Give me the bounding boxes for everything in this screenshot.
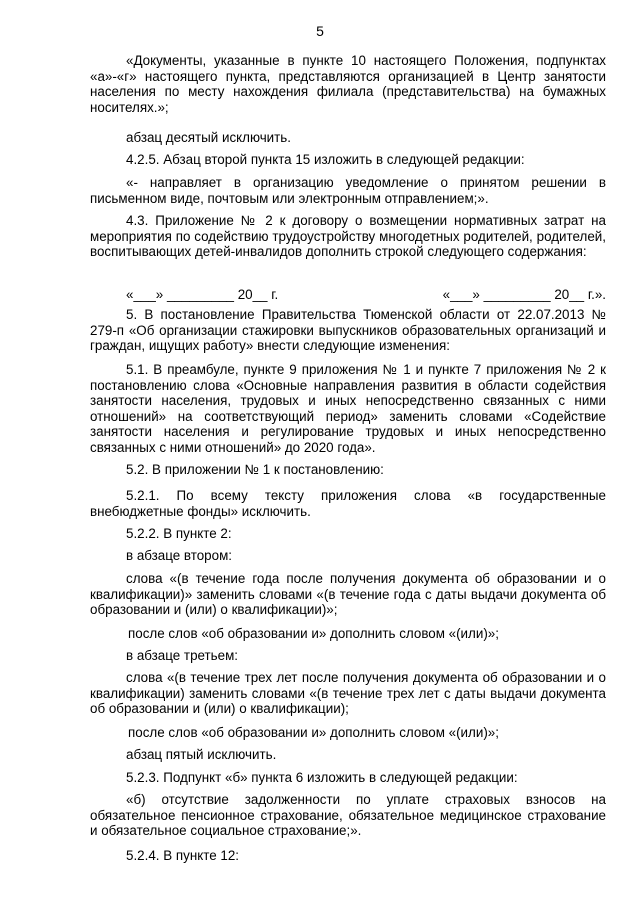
paragraph-quote-documents: «Документы, указанные в пункте 10 настоящего Положения, подпунктах «а»-«г» настоящего пункта, представляются организацией в Центр занятости населения по месту нахождения филиала (представительства) на бумажных носителях.»; xyxy=(90,53,606,115)
paragraph-notification: «- направляет в организацию уведомление о принятом решении в письменном виде, почтовым или электронным отправлением;». xyxy=(90,175,606,206)
paragraph-4-2-5: 4.2.5. Абзац второй пункта 15 изложить в следующей редакции: xyxy=(126,152,525,167)
paragraph-exclude-tenth: абзац десятый исключить. xyxy=(126,130,291,145)
paragraph-5-2-4: 5.2.4. В пункте 12: xyxy=(126,848,239,863)
paragraph-5-2-1: 5.2.1. По всему тексту приложения слова «в государственные внебюджетные фонды» исключить. xyxy=(90,488,606,519)
paragraph-5-1: 5.1. В преамбуле, пункте 9 приложения № 1 и пункте 7 приложения № 2 к постановлению слова «Основные направления развития в области содействия занятости населения, трудовых и иных непосредственно связанных с ними отношений» на соответствующий период» заменить словами «Содействие занятости населения и регулирование трудовых и иных непосредственно связанных с ними отношений» до 2020 года». xyxy=(90,362,606,455)
paragraph-third-abzac: в абзаце третьем: xyxy=(126,648,238,663)
paragraph-words-three-years: слова «(в течение трех лет после получения документа об образовании и о квалификации) заменить словами «(в течение трех лет с даты выдачи документа об образовании и (или) о квалификации); xyxy=(90,670,606,717)
page-number: 5 xyxy=(316,23,324,39)
paragraph-words-year: слова «(в течение года после получения документа об образовании и о квалификации)» заменить словами «(в течение года с даты выдачи документа об образовании и (или) о квалификации)»; xyxy=(90,571,606,618)
date-line-left: «___» _________ 20__ г. xyxy=(126,287,279,302)
paragraph-5: 5. В постановление Правительства Тюменской области от 22.07.2013 № 279-п «Об организации стажировки выпускников образовательных организаций и граждан, ищущих работу» внести следующие изменения: xyxy=(90,307,606,354)
paragraph-5-2-3: 5.2.3. Подпункт «б» пункта 6 изложить в следующей редакции: xyxy=(126,770,518,785)
date-line-right: «___» _________ 20__ г.». xyxy=(442,287,606,302)
paragraph-after-words-2: после слов «об образовании и» дополнить словом «(или)»; xyxy=(128,725,499,740)
paragraph-subpoint-b: «б) отсутствие задолженности по уплате страховых взносов на обязательное пенсионное страхование, обязательное медицинское страхование и обязательное социальное страхование;». xyxy=(90,792,606,839)
paragraph-4-3: 4.3. Приложение № 2 к договору о возмещении нормативных затрат на мероприятия по содействию трудоустройству многодетных родителей, родителей, воспитывающих детей-инвалидов дополнить строкой следующего содержания: xyxy=(90,213,606,260)
date-line xyxy=(90,287,606,303)
paragraph-5-2-2: 5.2.2. В пункте 2: xyxy=(126,526,232,541)
paragraph-after-words-1: после слов «об образовании и» дополнить словом «(или)»; xyxy=(128,626,499,641)
paragraph-exclude-fifth: абзац пятый исключить. xyxy=(126,747,277,762)
paragraph-second-abzac: в абзаце втором: xyxy=(126,548,232,563)
paragraph-5-2: 5.2. В приложении № 1 к постановлению: xyxy=(126,462,384,477)
